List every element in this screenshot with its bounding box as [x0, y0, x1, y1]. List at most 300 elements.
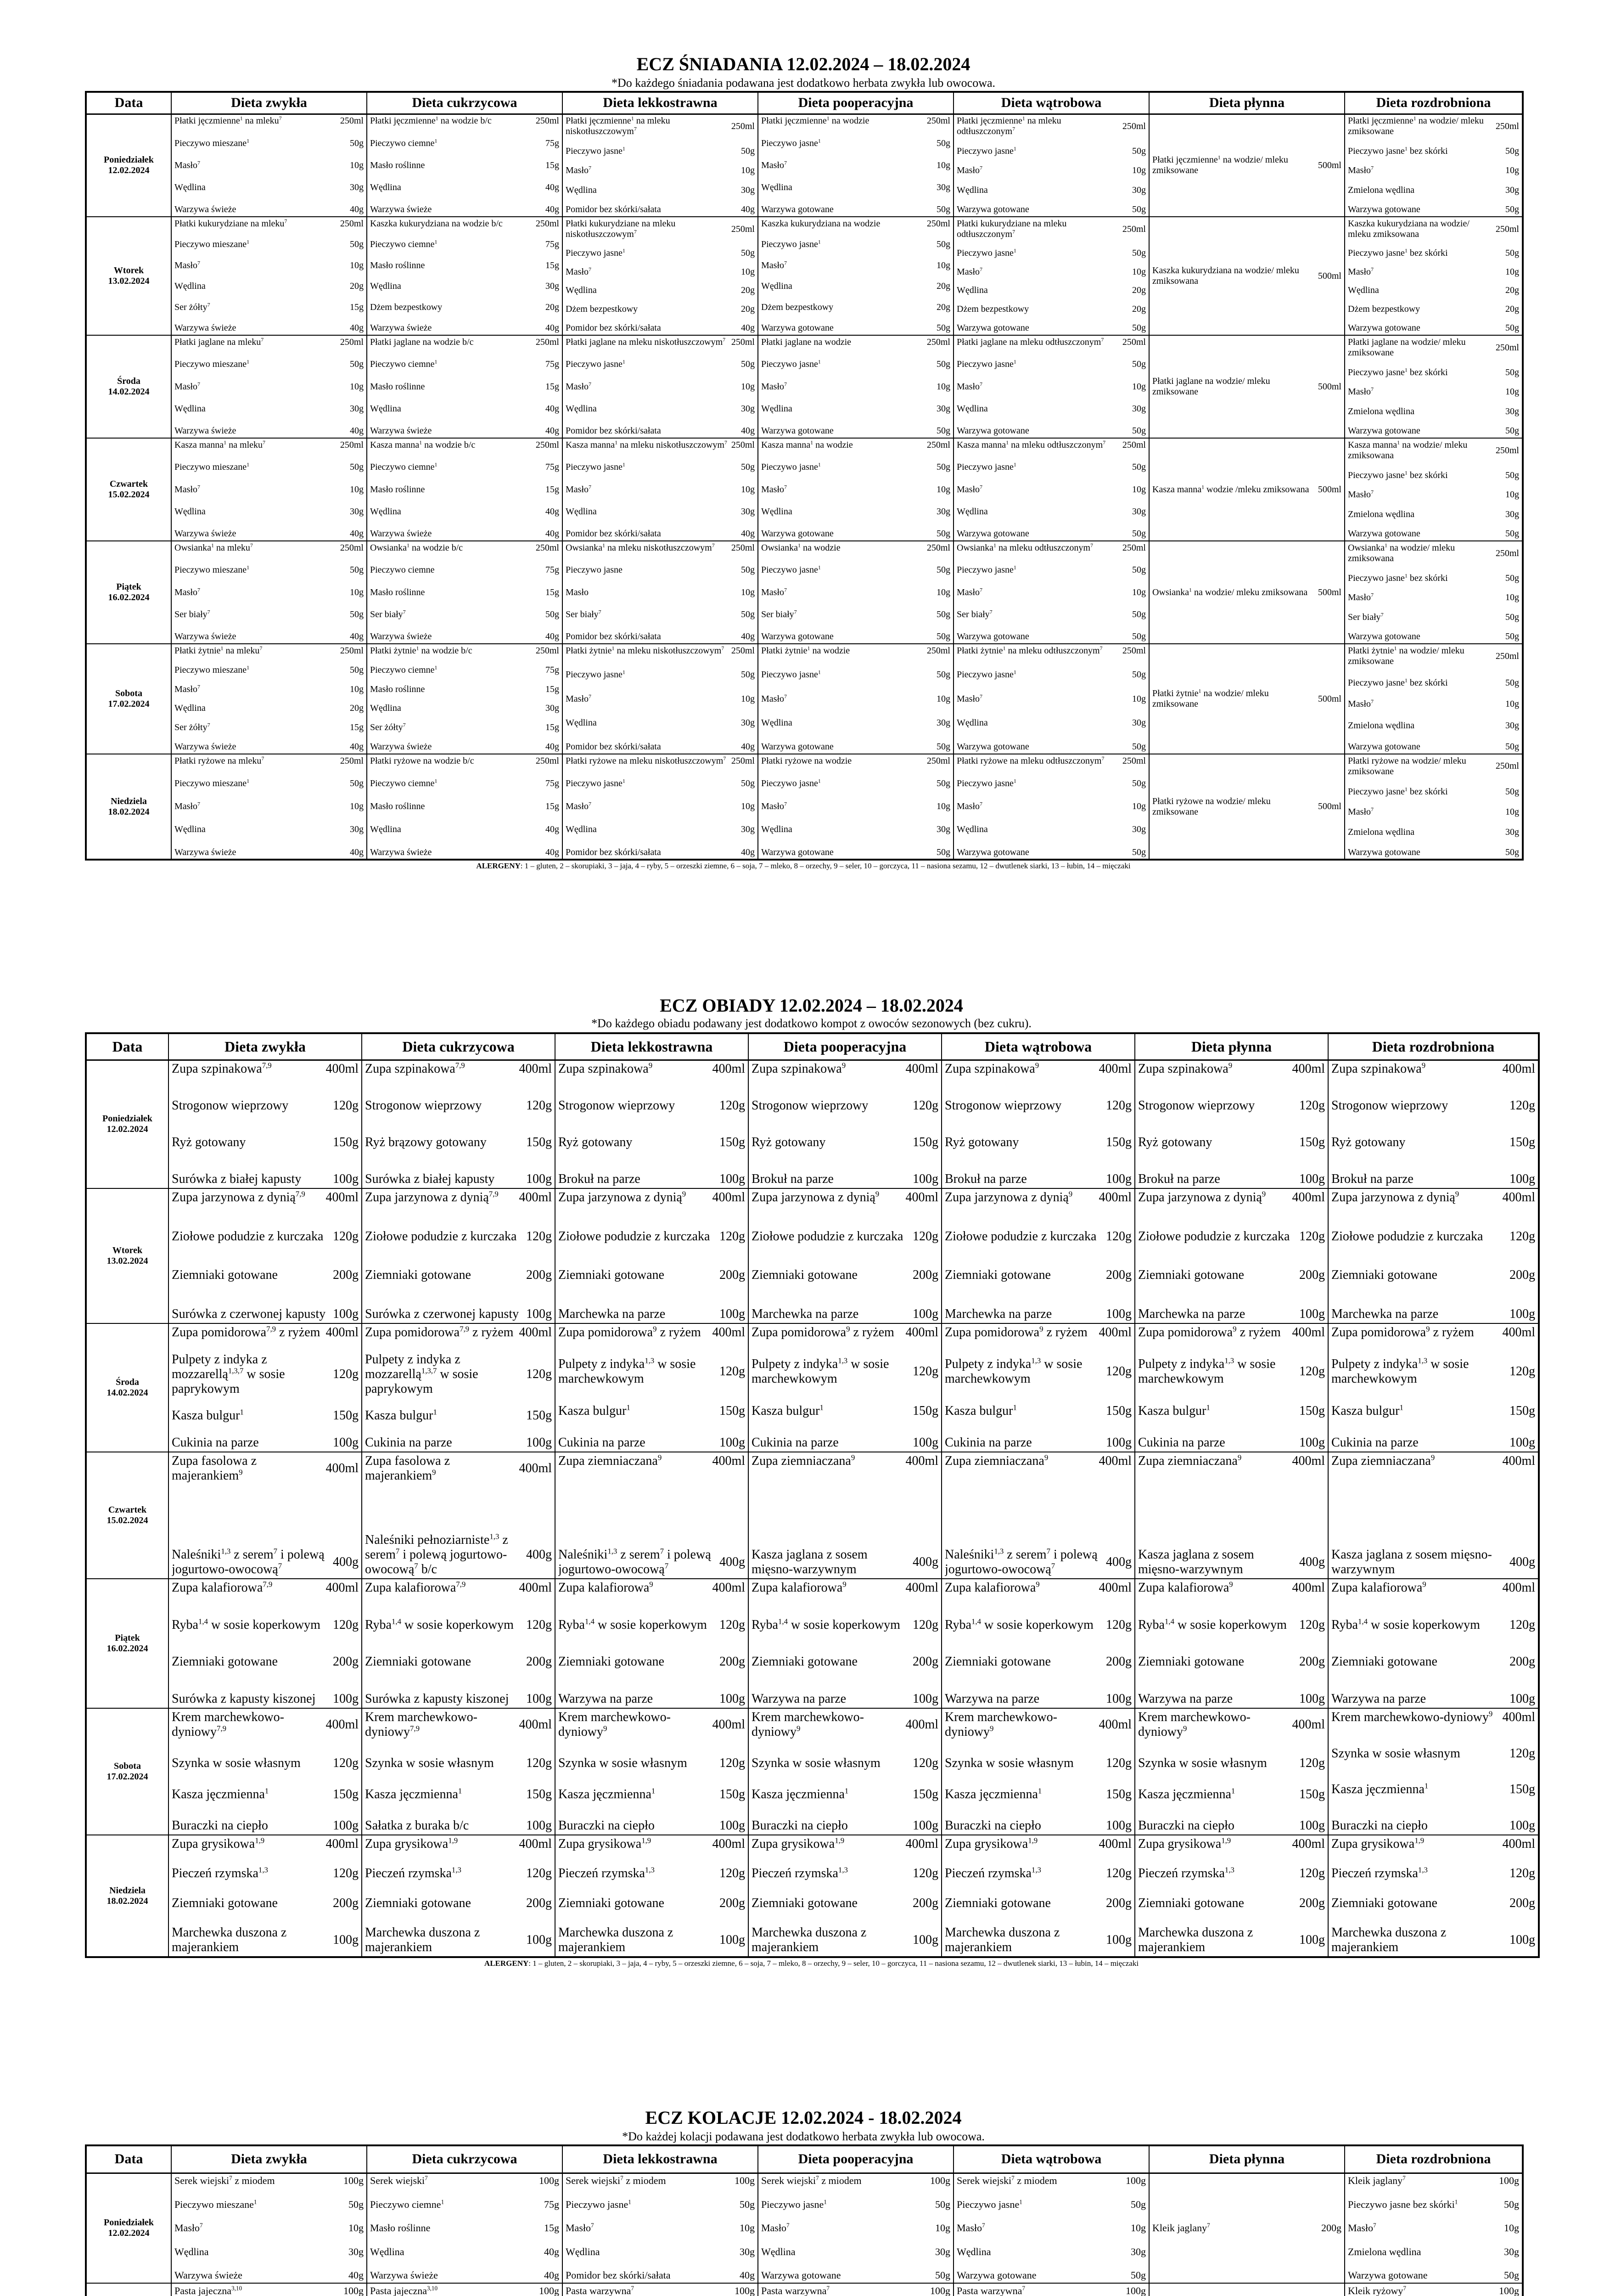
menu-item [174, 529, 364, 539]
allergens-text: : 1 – gluten, 2 – skorupiaki, 3 – jaja, 4 – ryby, 5 – orzeszki ziemne, 6 – soja, 7 – mleko, 8 – orzechy, 9 – seler, 10 – gorczyca, 11 – nasiona sezamu, 12 – dwutlenek siarki, 13 – łubin, 14 – mięczaki [520, 861, 1131, 870]
day-row [86, 644, 1523, 754]
item-name: Płatki jęczmienne$^1$ na wodzie b/c [370, 116, 492, 126]
item-quantity: 100g [719, 1306, 745, 1321]
item-name: Pieczywo jasne$^1$ bez skórki [1348, 470, 1448, 480]
item-quantity: 250ml [340, 440, 364, 450]
item-name: Szynka w sosie własnym [945, 1756, 1074, 1770]
menu-item [172, 1307, 359, 1322]
menu-item [752, 1618, 938, 1632]
column-header-diet: Dieta pooperacyjna [758, 2145, 954, 2173]
item-name: Pieczywo jasne$^1$ [761, 670, 821, 680]
menu-item [558, 1307, 745, 1322]
allergen-superscript: 7 [403, 722, 406, 728]
item-quantity: 50g [1131, 2269, 1146, 2281]
menu-item [945, 1172, 1132, 1187]
item-name: Warzywa gotowane [1348, 2269, 1428, 2281]
item-quantity: 100g [1106, 1818, 1132, 1833]
menu-item [752, 1435, 938, 1450]
allergen-superscript: 7 [620, 2175, 623, 2182]
diet-cell [942, 1452, 1135, 1579]
menu-item [761, 609, 950, 620]
allergen-superscript: 7,9 [295, 1190, 305, 1199]
item-quantity: 10g [1505, 490, 1519, 500]
item-name: Zupa ziemniaczana$^9$ [1331, 1454, 1435, 1468]
menu-item [1348, 699, 1519, 709]
item-quantity: 200g [1509, 1654, 1535, 1669]
item-name: Warzywa świeże [370, 847, 432, 857]
day-name: Piątek [115, 1633, 140, 1643]
menu-item [761, 506, 950, 517]
menu-item [172, 1925, 359, 1955]
item-name: Zupa grysikowa$^{1,9}$ [365, 1836, 458, 1851]
menu-item-list [1150, 115, 1344, 216]
item-name: Wędlina [957, 717, 988, 728]
item-name: Marchewka na parze [1138, 1306, 1245, 1321]
menu-item [174, 684, 364, 695]
allergen-superscript: 1 [844, 1787, 849, 1795]
item-name: Ryż gotowany [752, 1135, 826, 1150]
allergen-superscript: 1,4 [971, 1617, 981, 1626]
item-name: Ziołowe podudzie z kurczaka [365, 1229, 517, 1244]
item-quantity: 400ml [1292, 1062, 1325, 1076]
item-quantity: 30g [350, 506, 364, 517]
item-name: Ziemniaki gotowane [1138, 1896, 1244, 1910]
allergen-superscript: 7 [784, 693, 787, 699]
allergen-superscript: 7 [1101, 337, 1104, 343]
menu-item [365, 1654, 552, 1669]
item-name: Pieczywo jasne$^1$ bez skórki [1348, 367, 1448, 377]
item-quantity: 30g [937, 717, 950, 728]
menu-item [1348, 387, 1519, 397]
menu-item [945, 1454, 1132, 1469]
item-quantity: 100g [930, 2175, 950, 2187]
menu-item [761, 2175, 950, 2187]
allergen-superscript: 1 [1394, 646, 1397, 652]
item-name: Ziemniaki gotowane [172, 1654, 278, 1669]
menu-item [1348, 646, 1519, 667]
item-name: Warzywa świeże [370, 204, 432, 215]
menu-item [945, 1692, 1132, 1706]
menu-item [566, 2222, 755, 2234]
menu-item [1348, 807, 1519, 817]
item-quantity: 10g [937, 484, 950, 495]
item-name: Płatki jęczmienne$^1$ na mleku niskotłuszczowym$^7$ [566, 116, 670, 137]
item-name: Ziemniaki gotowane [558, 1654, 664, 1669]
item-quantity: 250ml [535, 440, 559, 450]
item-quantity: 15g [350, 302, 364, 312]
item-name: Brokuł na parze [1138, 1172, 1220, 1187]
menu-item-list [758, 645, 953, 753]
item-name: Cukinia na parze [945, 1435, 1032, 1450]
item-name: Zupa kalafiorowa$^9$ [945, 1581, 1040, 1595]
item-quantity: 15g [545, 260, 559, 270]
allergen-superscript: 1 [247, 664, 250, 671]
item-quantity: 40g [545, 824, 559, 834]
item-quantity: 150g [1509, 1135, 1535, 1150]
item-quantity: 50g [937, 565, 950, 575]
item-quantity: 150g [333, 1135, 359, 1150]
diet-cell [168, 1579, 362, 1708]
item-quantity: 10g [1505, 592, 1519, 602]
item-name: Zupa kalafiorowa$^9$ [558, 1581, 653, 1595]
column-header-diet: Dieta cukrzycowa [367, 2145, 562, 2173]
allergen-superscript: 1 [1206, 1403, 1210, 1412]
menu-item [174, 609, 364, 620]
item-name: Płatki kukurydziane na mleku odtłuszczonym$^7$ [957, 219, 1067, 239]
menu-item-list [1135, 1453, 1328, 1578]
day-date: 18.02.2024 [107, 1896, 148, 1906]
menu-item [761, 529, 950, 539]
item-quantity: 50g [1132, 609, 1146, 619]
menu-item [1152, 2222, 1341, 2234]
column-header-diet: Dieta cukrzycowa [362, 1033, 555, 1060]
item-name: Ziołowe podudzie z kurczaka [752, 1229, 903, 1244]
menu-item [752, 1404, 938, 1418]
diet-cell [362, 1323, 555, 1452]
item-quantity: 100g [1299, 1933, 1325, 1947]
item-quantity: 50g [937, 670, 950, 680]
item-quantity: 250ml [535, 646, 559, 656]
item-quantity: 50g [1505, 322, 1519, 333]
item-quantity: 400ml [1292, 1190, 1325, 1204]
allergen-superscript: 1 [622, 248, 625, 254]
menu-item-list [172, 542, 366, 643]
item-quantity: 200g [913, 1268, 938, 1283]
menu-item [174, 565, 364, 575]
allergen-superscript: 7 [784, 160, 787, 166]
menu-item [945, 1229, 1132, 1244]
allergen-superscript: 9 [432, 1468, 436, 1477]
item-quantity: 100g [913, 1172, 938, 1187]
item-name: Pulpety z indyka$^{1,3}$ w sosie marchewkowym [1331, 1357, 1469, 1386]
day-cell [86, 1323, 168, 1452]
item-quantity: 120g [333, 1617, 359, 1632]
item-name: Kleik jaglany$^7$ [1348, 2175, 1406, 2187]
item-quantity: 200g [1509, 1896, 1535, 1910]
item-quantity: 100g [1126, 2175, 1146, 2187]
allergen-superscript: 7 [982, 2222, 985, 2229]
item-quantity: 40g [545, 322, 559, 333]
menu-item-list [954, 755, 1149, 859]
diet-cell [171, 2283, 367, 2296]
menu-item [1331, 1357, 1535, 1386]
item-quantity: 100g [333, 1691, 359, 1706]
diet-cell [555, 1188, 748, 1323]
item-name: Kasza bulgur$^1$ [558, 1403, 630, 1418]
item-name: Wędlina [761, 506, 792, 517]
menu-item-list [1329, 1580, 1538, 1707]
item-name: Ser biały$^7$ [1348, 612, 1384, 622]
allergen-superscript: 7,9 [217, 1724, 226, 1733]
item-quantity: 10g [1505, 699, 1519, 709]
item-name: Pomidor bez skórki/sałata [566, 529, 661, 539]
menu-item [1348, 720, 1519, 731]
menu-item-list [1135, 1836, 1328, 1956]
menu-item [1331, 1618, 1535, 1632]
menu-item-list [362, 1709, 555, 1834]
item-quantity: 150g [1106, 1787, 1132, 1801]
menu-item [957, 2175, 1146, 2187]
item-name: Masło roślinne [370, 381, 425, 392]
allergen-superscript: 9 [649, 1581, 653, 1589]
item-quantity: 400ml [712, 1325, 745, 1339]
item-name: Warzywa na parze [945, 1691, 1040, 1706]
menu-item [1138, 1925, 1325, 1955]
item-name: Dżem bezpestkowy [957, 304, 1029, 315]
menu-item-list [942, 1580, 1134, 1707]
diet-cell [1345, 754, 1523, 860]
diet-cell [748, 1452, 942, 1579]
menu-item-list [758, 115, 953, 216]
allergen-superscript: 7 [1371, 266, 1374, 272]
diet-cell [171, 438, 367, 541]
diet-cell [748, 1323, 942, 1452]
diet-cell [1345, 217, 1523, 335]
item-quantity: 10g [740, 2222, 755, 2234]
item-name: Masło$^7$ [174, 684, 200, 694]
item-quantity: 120g [526, 1756, 552, 1770]
allergen-superscript: 7 [784, 801, 787, 807]
item-quantity: 120g [526, 1229, 552, 1244]
item-name: Zupa szpinakowa$^9$ [1138, 1062, 1233, 1076]
allergen-superscript: 1,3 [645, 1357, 655, 1365]
menu-item [370, 2175, 559, 2187]
item-name: Pieczywo jasne$^1$ [957, 670, 1016, 680]
item-name: Pieczywo mieszane$^1$ [174, 565, 250, 575]
menu-item-list [954, 645, 1149, 753]
allergen-superscript: 1,3 [1224, 1357, 1234, 1365]
item-name: Pieczywo jasne$^1$ [957, 146, 1016, 156]
diet-cell [367, 217, 562, 335]
item-name: Ryba$^{1,4}$ w sosie koperkowym [558, 1617, 707, 1632]
item-name: Brokuł na parze [1331, 1172, 1414, 1187]
diet-cell [168, 1835, 362, 1957]
item-name: Ziołowe podudzie z kurczaka [945, 1229, 1097, 1244]
allergen-superscript: 1 [247, 778, 250, 784]
menu-item [370, 665, 559, 675]
menu-item-list [942, 1836, 1134, 1956]
item-quantity: 250ml [1495, 445, 1519, 456]
menu-item [566, 146, 755, 157]
item-name: Pieczywo jasne$^1$ [957, 248, 1016, 258]
menu-item [761, 462, 950, 473]
item-quantity: 20g [937, 281, 950, 292]
diet-cell [1149, 2173, 1345, 2283]
item-name: Ziemniaki gotowane [1331, 1896, 1437, 1910]
item-quantity: 50g [741, 670, 755, 680]
menu-item [957, 185, 1146, 196]
diet-cell [562, 541, 758, 644]
menu-item [566, 323, 755, 333]
item-quantity: 40g [348, 2269, 364, 2281]
allergen-superscript: 1 [220, 646, 224, 652]
menu-item [1348, 367, 1519, 378]
item-quantity: 40g [350, 847, 364, 857]
item-quantity: 50g [1504, 2198, 1519, 2210]
allergen-superscript: 1 [434, 138, 438, 144]
menu-item-list [362, 1324, 555, 1451]
diet-cell [1345, 335, 1523, 438]
item-name: Wędlina [566, 403, 597, 414]
item-name: Ziołowe podudzie z kurczaka [172, 1229, 324, 1244]
diet-cell [1149, 438, 1345, 541]
item-name: Ziemniaki gotowane [1331, 1654, 1437, 1669]
item-name: Owsianka$^1$ na mleku odtłuszczonym$^7$ [957, 543, 1093, 553]
item-quantity: 120g [1509, 1098, 1535, 1113]
item-name: Warzywa gotowane [957, 529, 1029, 539]
allergen-superscript: 7 [200, 2222, 203, 2229]
menu-item [761, 116, 950, 126]
item-name: Marchewka duszona z majerankiem [172, 1925, 287, 1955]
menu-item [370, 382, 559, 392]
item-quantity: 150g [719, 1403, 745, 1418]
item-quantity: 400ml [1502, 1710, 1535, 1724]
menu-item [172, 1756, 359, 1771]
menu-item [761, 337, 950, 348]
item-name: Zupa grysikowa$^{1,9}$ [1138, 1836, 1231, 1851]
menu-item [172, 1454, 359, 1483]
column-header-date: Data [86, 1033, 168, 1060]
menu-item [174, 631, 364, 642]
allergen-superscript: 7,9 [410, 1724, 420, 1733]
menu-item-list [758, 439, 953, 540]
item-name: Płatki ryżowe na mleku$^7$ [174, 755, 264, 766]
menu-item [370, 742, 559, 752]
menu-item [172, 1062, 359, 1076]
item-name: Masło$^7$ [957, 165, 982, 176]
allergen-superscript: 1,3 [838, 1866, 848, 1874]
item-name: Warzywa świeże [174, 741, 236, 752]
menu-item [174, 204, 364, 215]
menu-item [761, 404, 950, 414]
item-name: Pieczywo jasne$^1$ [761, 565, 821, 575]
allergen-superscript: 1,3 [1031, 1357, 1041, 1365]
diet-cell [1135, 1323, 1328, 1452]
allergen-superscript: 7 [1402, 2175, 1406, 2182]
diet-cell [362, 1188, 555, 1323]
menu-item [1331, 1135, 1535, 1150]
item-name: Zupa ziemniaczana$^9$ [558, 1454, 662, 1468]
menu-item [172, 1787, 359, 1802]
menu-item-list [169, 1189, 361, 1322]
allergen-superscript: 9 [842, 1581, 847, 1589]
item-name: Masło [566, 587, 589, 597]
item-name: Ryż gotowany [1331, 1135, 1406, 1150]
column-header-diet: Dieta zwykła [171, 2145, 367, 2173]
allergen-superscript: 7 [250, 543, 253, 549]
item-name: Ziemniaki gotowane [1138, 1654, 1244, 1669]
item-name: Wędlina [174, 281, 206, 292]
menu-item [566, 2285, 755, 2296]
allergen-superscript: 1,9 [1414, 1836, 1425, 1845]
item-name: Pieczywo mieszane$^1$ [174, 138, 250, 148]
item-name: Masło roślinne [370, 587, 425, 597]
menu-item-list [362, 1836, 555, 1956]
allergen-superscript: 1,3 [838, 1357, 848, 1365]
column-header-diet: Dieta płynna [1149, 92, 1345, 114]
allergen-superscript: 1 [1413, 116, 1416, 122]
menu-item-list [362, 1580, 555, 1707]
menu-item [761, 426, 950, 436]
allergen-superscript: 9 [1237, 1454, 1242, 1462]
item-quantity: 50g [1132, 631, 1146, 642]
allergen-superscript: 1 [1013, 778, 1016, 784]
item-quantity: 75g [545, 239, 559, 250]
allergen-superscript: 1 [406, 543, 410, 549]
item-quantity: 120g [333, 1229, 359, 1244]
day-cell [86, 1188, 168, 1323]
menu-item [174, 646, 364, 656]
item-name: Kasza jęczmienna$^1$ [945, 1787, 1042, 1801]
item-name: Płatki jęczmienne$^1$ na mleku odtłuszczonym$^7$ [957, 116, 1061, 137]
item-quantity: 150g [913, 1403, 938, 1418]
menu-item [1331, 1581, 1535, 1595]
item-name: Ziemniaki gotowane [172, 1896, 278, 1910]
item-quantity: 200g [333, 1896, 359, 1910]
menu-item [1138, 1062, 1325, 1076]
item-name: Pomidor bez skórki/sałata [566, 847, 661, 857]
item-name: Kasza bulgur$^1$ [172, 1408, 244, 1423]
item-quantity: 50g [937, 138, 950, 148]
menu-item-list [749, 1324, 941, 1451]
diet-cell [758, 644, 954, 754]
menu-item [370, 2269, 559, 2281]
item-quantity: 10g [935, 2222, 950, 2234]
menu-item [761, 281, 950, 292]
item-name: Masło$^7$ [174, 484, 200, 495]
item-quantity: 10g [350, 484, 364, 495]
item-name: Masło$^7$ [566, 266, 591, 277]
item-name: Płatki żytnie$^1$ na wodzie/ mleku zmiksowane [1152, 688, 1269, 709]
menu-item [957, 718, 1146, 728]
allergen-superscript: 7 [197, 484, 200, 490]
item-name: Kasza manna$^1$ na wodzie [761, 440, 853, 450]
item-quantity: 150g [526, 1135, 552, 1150]
allergen-superscript: 1 [797, 543, 801, 549]
item-quantity: 10g [937, 160, 950, 170]
item-name: Płatki żytnie$^1$ na mleku odtłuszczonym$^7$ [957, 646, 1103, 656]
menu-item [365, 1408, 552, 1423]
diet-cell [1328, 1579, 1539, 1708]
item-quantity: 400ml [519, 1461, 552, 1475]
menu-item [370, 2246, 559, 2258]
allergen-superscript: 7 [980, 165, 982, 171]
item-name: Zupa grysikowa$^{1,9}$ [558, 1836, 651, 1851]
item-quantity: 40g [545, 182, 559, 192]
menu-item [945, 1710, 1132, 1739]
allergen-superscript: 9 [846, 1325, 850, 1334]
item-name: Masło$^7$ [1348, 806, 1374, 817]
allergen-superscript: 7 [980, 381, 982, 387]
allergen-superscript: 7 [980, 587, 982, 593]
item-name: Naleśniki$^{1,3}$ z serem$^7$ i polewą jogurtowo-owocową$^7$ [945, 1548, 1098, 1576]
item-name: Zupa kalafiorowa$^9$ [1138, 1581, 1233, 1595]
diet-cell [562, 644, 758, 754]
day-row [86, 1188, 1539, 1323]
menu-item-list [367, 2284, 562, 2296]
diet-cell [1328, 1323, 1539, 1452]
item-quantity: 100g [526, 1818, 552, 1833]
item-quantity: 500ml [1318, 801, 1341, 811]
item-name: Wędlina [370, 824, 401, 834]
item-name: Kaszka kukurydziana na wodzie/ mleku zmiksowana [1348, 219, 1470, 239]
allergen-superscript: 9 [1455, 1190, 1459, 1199]
item-name: Pieczywo jasne$^1$ [566, 359, 625, 370]
menu-item [365, 1229, 552, 1244]
item-name: Warzywa gotowane [1348, 426, 1420, 436]
menu-item [1348, 248, 1519, 259]
day-cell [86, 1579, 168, 1708]
